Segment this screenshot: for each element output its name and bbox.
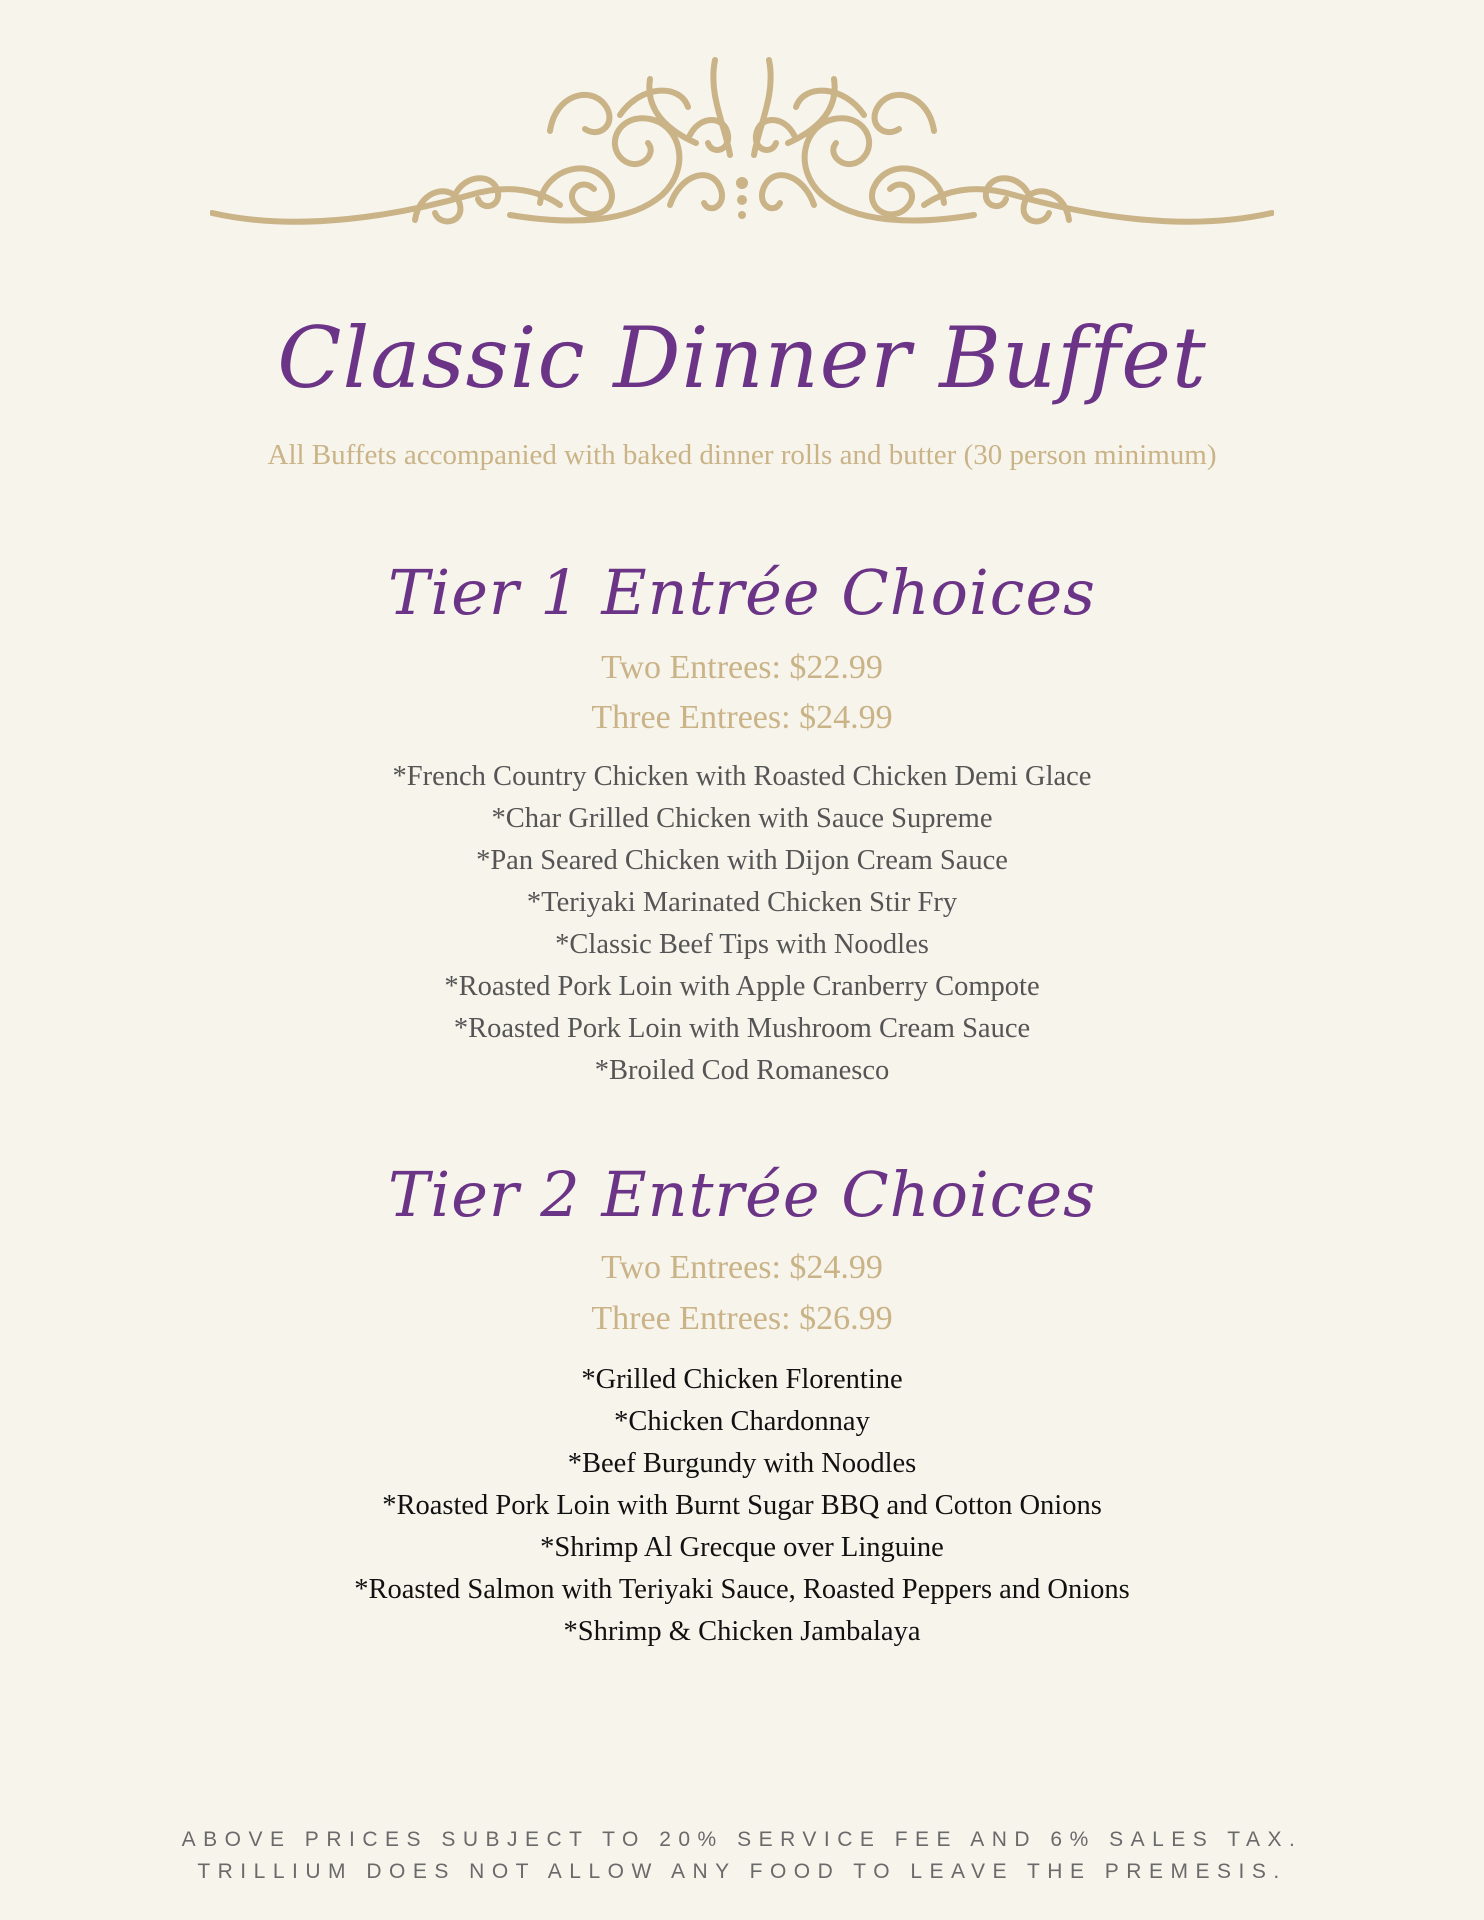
tier2-heading: Tier 2 Entrée Choices [388, 1158, 1096, 1231]
list-item: *Grilled Chicken Florentine [581, 1364, 903, 1395]
list-item: *Roasted Pork Loin with Mushroom Cream Sauce [453, 1013, 1031, 1044]
gold-filigree-flourish-icon [210, 55, 1274, 245]
tier2-price-three: Three Entrees: $26.99 [591, 1300, 893, 1337]
list-item: *Pan Seared Chicken with Dijon Cream Sauce [476, 845, 1008, 876]
list-item: *Char Grilled Chicken with Sauce Supreme [491, 803, 993, 834]
list-item: *Broiled Cod Romanesco [594, 1055, 890, 1086]
tier1-entree-list [0, 756, 1484, 1092]
list-item: *Shrimp Al Grecque over Linguine [540, 1532, 944, 1563]
tier2-prices [0, 1243, 1484, 1344]
footer-notice [0, 1824, 1484, 1888]
list-item: *Teriyaki Marinated Chicken Stir Fry [526, 887, 958, 918]
tier1-price-two: Two Entrees: $22.99 [601, 649, 883, 686]
footer-line-fees: ABOVE PRICES SUBJECT TO 20% SERVICE FEE AND 6% SALES TAX. [181, 1828, 1303, 1851]
list-item: *Roasted Salmon with Teriyaki Sauce, Roasted Peppers and Onions [354, 1574, 1130, 1605]
list-item: *Classic Beef Tips with Noodles [555, 929, 929, 960]
list-item: *Chicken Chardonnay [614, 1406, 870, 1437]
list-item: *French Country Chicken with Roasted Chicken Demi Glace [392, 761, 1092, 792]
tier1-prices [0, 643, 1484, 743]
list-item: *Beef Burgundy with Noodles [567, 1448, 917, 1479]
tier2-price-two: Two Entrees: $24.99 [601, 1249, 883, 1286]
footer-line-food-policy: TRILLIUM DOES NOT ALLOW ANY FOOD TO LEAVE THE PREMESIS. [197, 1860, 1287, 1883]
list-item: *Roasted Pork Loin with Apple Cranberry Compote [444, 971, 1040, 1002]
tier1-price-three: Three Entrees: $24.99 [591, 699, 893, 736]
list-item: *Roasted Pork Loin with Burnt Sugar BBQ and Cotton Onions [382, 1490, 1102, 1521]
page-title: Classic Dinner Buffet [277, 309, 1207, 407]
tier1-heading: Tier 1 Entrée Choices [388, 556, 1096, 629]
buffet-subtitle: All Buffets accompanied with baked dinner rolls and butter (30 person minimum) [267, 439, 1217, 471]
list-item: *Shrimp & Chicken Jambalaya [563, 1616, 921, 1647]
tier2-entree-list [0, 1359, 1484, 1653]
